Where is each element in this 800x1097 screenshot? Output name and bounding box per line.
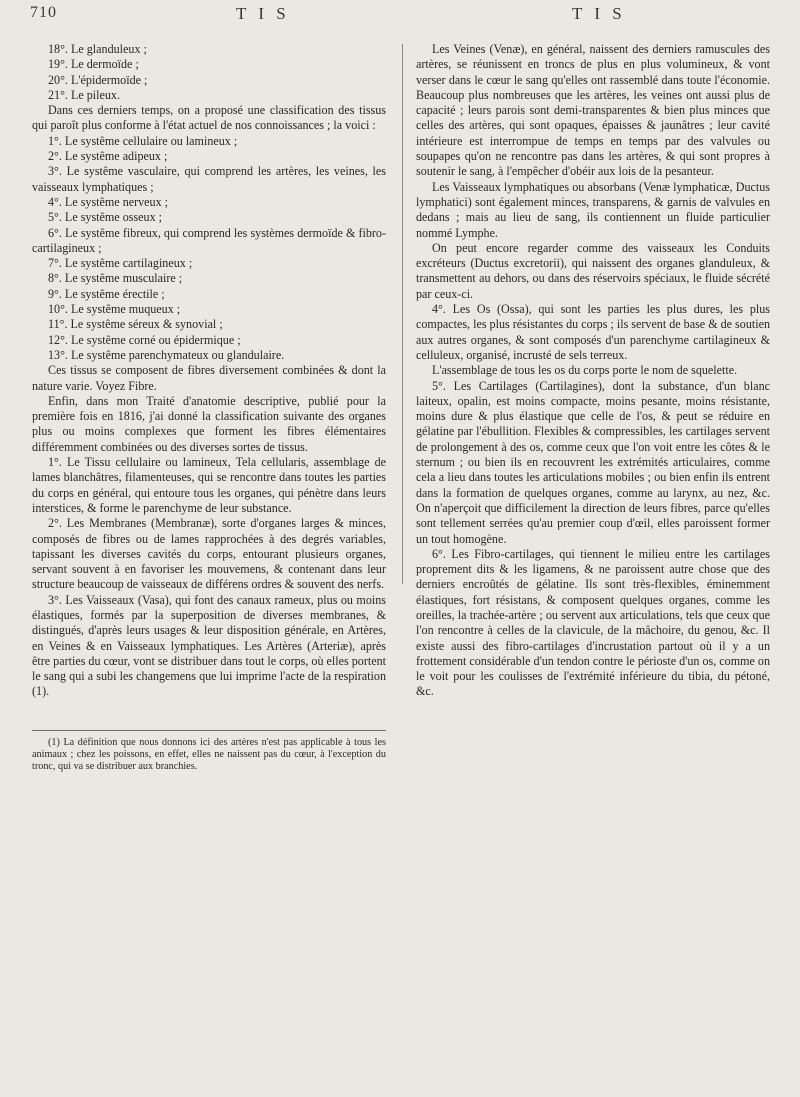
- system-list-item: 1°. Le systême cellulaire ou lamineux ;: [48, 133, 238, 148]
- paragraph: 1°. Le Tissu cellulaire ou lamineux, Tela cellularis, assemblage de lames blanchâtres, filamenteuses, qui se rencontre dans toutes les parties du corps en général, qui entoure tous les organes, qui pénètre dans leurs interstices, & forme le parenchyme de leur substance.: [32, 455, 386, 515]
- paragraph: 6°. Les Fibro-cartilages, qui tiennent le milieu entre les cartilages proprement dits & les ligamens, & ne paroissent autre chose que des derniers encroûtés de gélatine. Ils sont très-flexibles, éminemment élastiques, fort résistans, & composent quelques organes, comme les oreilles, la trachée-artère ; ou servent aux articulations, tels que ceux que l'on rencontre à celles de la clavicule, de la mâchoire, du genou, &c. Il existe aussi des fibro-cartilages d'incrustation partout où il y a un frottement considérable d'un tendon contre le périoste d'un os, comme on le voit pour les coulisses de l'extrémité inférieure du tibia, du pétoné, &c.: [416, 546, 770, 699]
- system-list-item: 2°. Le systême adipeux ;: [48, 149, 168, 164]
- system-list-item: 9°. Le systême érectile ;: [48, 286, 165, 301]
- running-head-right: T I S: [572, 4, 626, 23]
- footnote: (1) La définition que nous donnons ici des artères n'est pas applicable à tous les animaux ; chez les poissons, en effet, elles ne naissent pas du cœur, à l'exception du tronc, qui va se distribuer aux branchies.: [32, 736, 386, 773]
- system-list-item: 3°. Le systême vasculaire, qui comprend les artères, les veines, les vaisseaux lymphatiques ;: [32, 164, 386, 194]
- column-divider: [402, 44, 403, 584]
- left-column: [32, 42, 386, 774]
- system-list-item: 7°. Le systême cartilagineux ;: [48, 256, 193, 271]
- paragraph: Ces tissus se composent de fibres diversement combinées & dont la nature varie. Voyez Fibre.: [32, 363, 386, 393]
- system-list-item: 11°. Le systême séreux & synovial ;: [48, 317, 223, 332]
- system-list-item: 10°. Le systême muqueux ;: [48, 302, 181, 317]
- paragraph: 3°. Les Vaisseaux (Vasa), qui font des canaux rameux, plus ou moins élastiques, formés par la superposition de diverses membranes, & distingués, d'après leurs usages & leur disposition générale, en Artères, en Veines & en Vaisseaux lymphatiques. Les Artères (Arteriæ), après être parties du cœur, vont se distribuer dans tout le corps, où elles portent le sang qui a subi les changemens que lui imprime l'acte de la respiration (1).: [32, 592, 386, 699]
- list-item: 18°. Le glanduleux ;: [48, 42, 147, 56]
- page-number: 710: [30, 4, 57, 21]
- paragraph: On peut encore regarder comme des vaisseaux les Conduits excréteurs (Ductus excretorii), qui naissent des organes glanduleux, & transmettent au dehors, ou dans des réservoirs spéciaux, le fluide sécrété par ceux-ci.: [416, 240, 770, 301]
- system-list-item: 4°. Le systême nerveux ;: [48, 194, 169, 209]
- paragraph: Les Vaisseaux lymphatiques ou absorbans (Venæ lymphaticæ, Ductus lymphatici) sont également minces, transparens, & garnis de valvules en dedans ; mais au lieu de sang, ils contiennent un fluide particulier nommé Lymphe.: [416, 179, 770, 240]
- list-item: 20°. L'épidermoïde ;: [48, 72, 148, 87]
- paragraph: 2°. Les Membranes (Membranæ), sorte d'organes larges & minces, composés de fibres ou de lames rapprochées à des degrés variables, tapissant les diverses cavités du corps, entourant plusieurs organes, servant souvent à en favoriser les mouvemens, & contenant dans leur structure beaucoup de vaisseaux de différens ordres & souvent des nerfs.: [32, 516, 386, 592]
- right-column: [416, 42, 770, 700]
- list-item: 21°. Le pileux.: [48, 87, 121, 102]
- system-list-item: 8°. Le systême musculaire ;: [48, 271, 183, 286]
- paragraph: Dans ces derniers temps, on a proposé une classification des tissus qui paroît plus conforme à l'état actuel de nos connoissances ; la voici :: [32, 103, 386, 133]
- system-list-item: 5°. Le systême osseux ;: [48, 210, 162, 225]
- paragraph: Enfin, dans mon Traité d'anatomie descriptive, publié pour la première fois en 1816, j'ai donné la classification suivante des organes plus ou moins complexes que forment les fibres élémentaires différemment combinées ou des diverses sortes de tissus.: [32, 393, 386, 454]
- list-item: 19°. Le dermoïde ;: [48, 57, 139, 72]
- system-list-item: 6°. Le systême fibreux, qui comprend les systèmes dermoïde & fibro-cartilagineux ;: [32, 225, 386, 255]
- running-head-left: T I S: [236, 4, 290, 23]
- paragraph: L'assemblage de tous les os du corps porte le nom de squelette.: [432, 363, 738, 378]
- paragraph: 5°. Les Cartilages (Cartilagines), dont la substance, d'un blanc laiteux, opalin, est moins compacte, moins pesante, moins résistante, moins dure & plus élastique que celle de l'os, & peut se réduire en gélatine par l'ébullition. Flexibles & compressibles, les cartilages servent de prolongement à des os, comme ceux que l'on voit entre les côtes & le sternum ; ou bien ils en recouvrent les extrémités articulaires, comme cela a lieu dans toutes les articulations mobiles ; ou bien enfin ils entrent dans la formation de quelques organes, comme au larynx, au nez, &c. On n'aperçoit que difficilement la direction de leurs fibres, parce qu'elles sont tellement serrées qu'au premier coup d'œil, elles paroissent former un tout homogène.: [416, 378, 770, 546]
- paragraph: Les Veines (Venæ), en général, naissent des derniers ramuscules des artères, se réunissent en troncs de plus en plus volumineux, & vont verser dans le cœur le sang qu'elles ont rassemblé dans toute l'économie. Beaucoup plus nombreuses que les artères, les veines ont aussi plus de capacité ; leurs parois sont demi-transparentes & bien plus minces que celles des artères, qui sont opaques, épaisses & jaunâtres ; leur cavité intérieure est interrompue de temps en temps par des valvules ou soupapes qu'on ne rencontre pas dans les artères, & qui sont propres à soutenir le sang, à l'empêcher d'obéir aux lois de la pesanteur.: [416, 42, 770, 179]
- footnote-rule: [32, 730, 386, 731]
- system-list-item: 13°. Le systême parenchymateux ou glandulaire.: [48, 347, 285, 362]
- paragraph: 4°. Les Os (Ossa), qui sont les parties les plus dures, les plus compactes, les plus résistantes du corps ; ils servent de base & de soutien aux autres organes, & sont composés d'un parenchyme cartilagineux & celluleux, organisé, incrusté de sels terreux.: [416, 302, 770, 362]
- system-list-item: 12°. Le systême corné ou épidermique ;: [48, 332, 241, 347]
